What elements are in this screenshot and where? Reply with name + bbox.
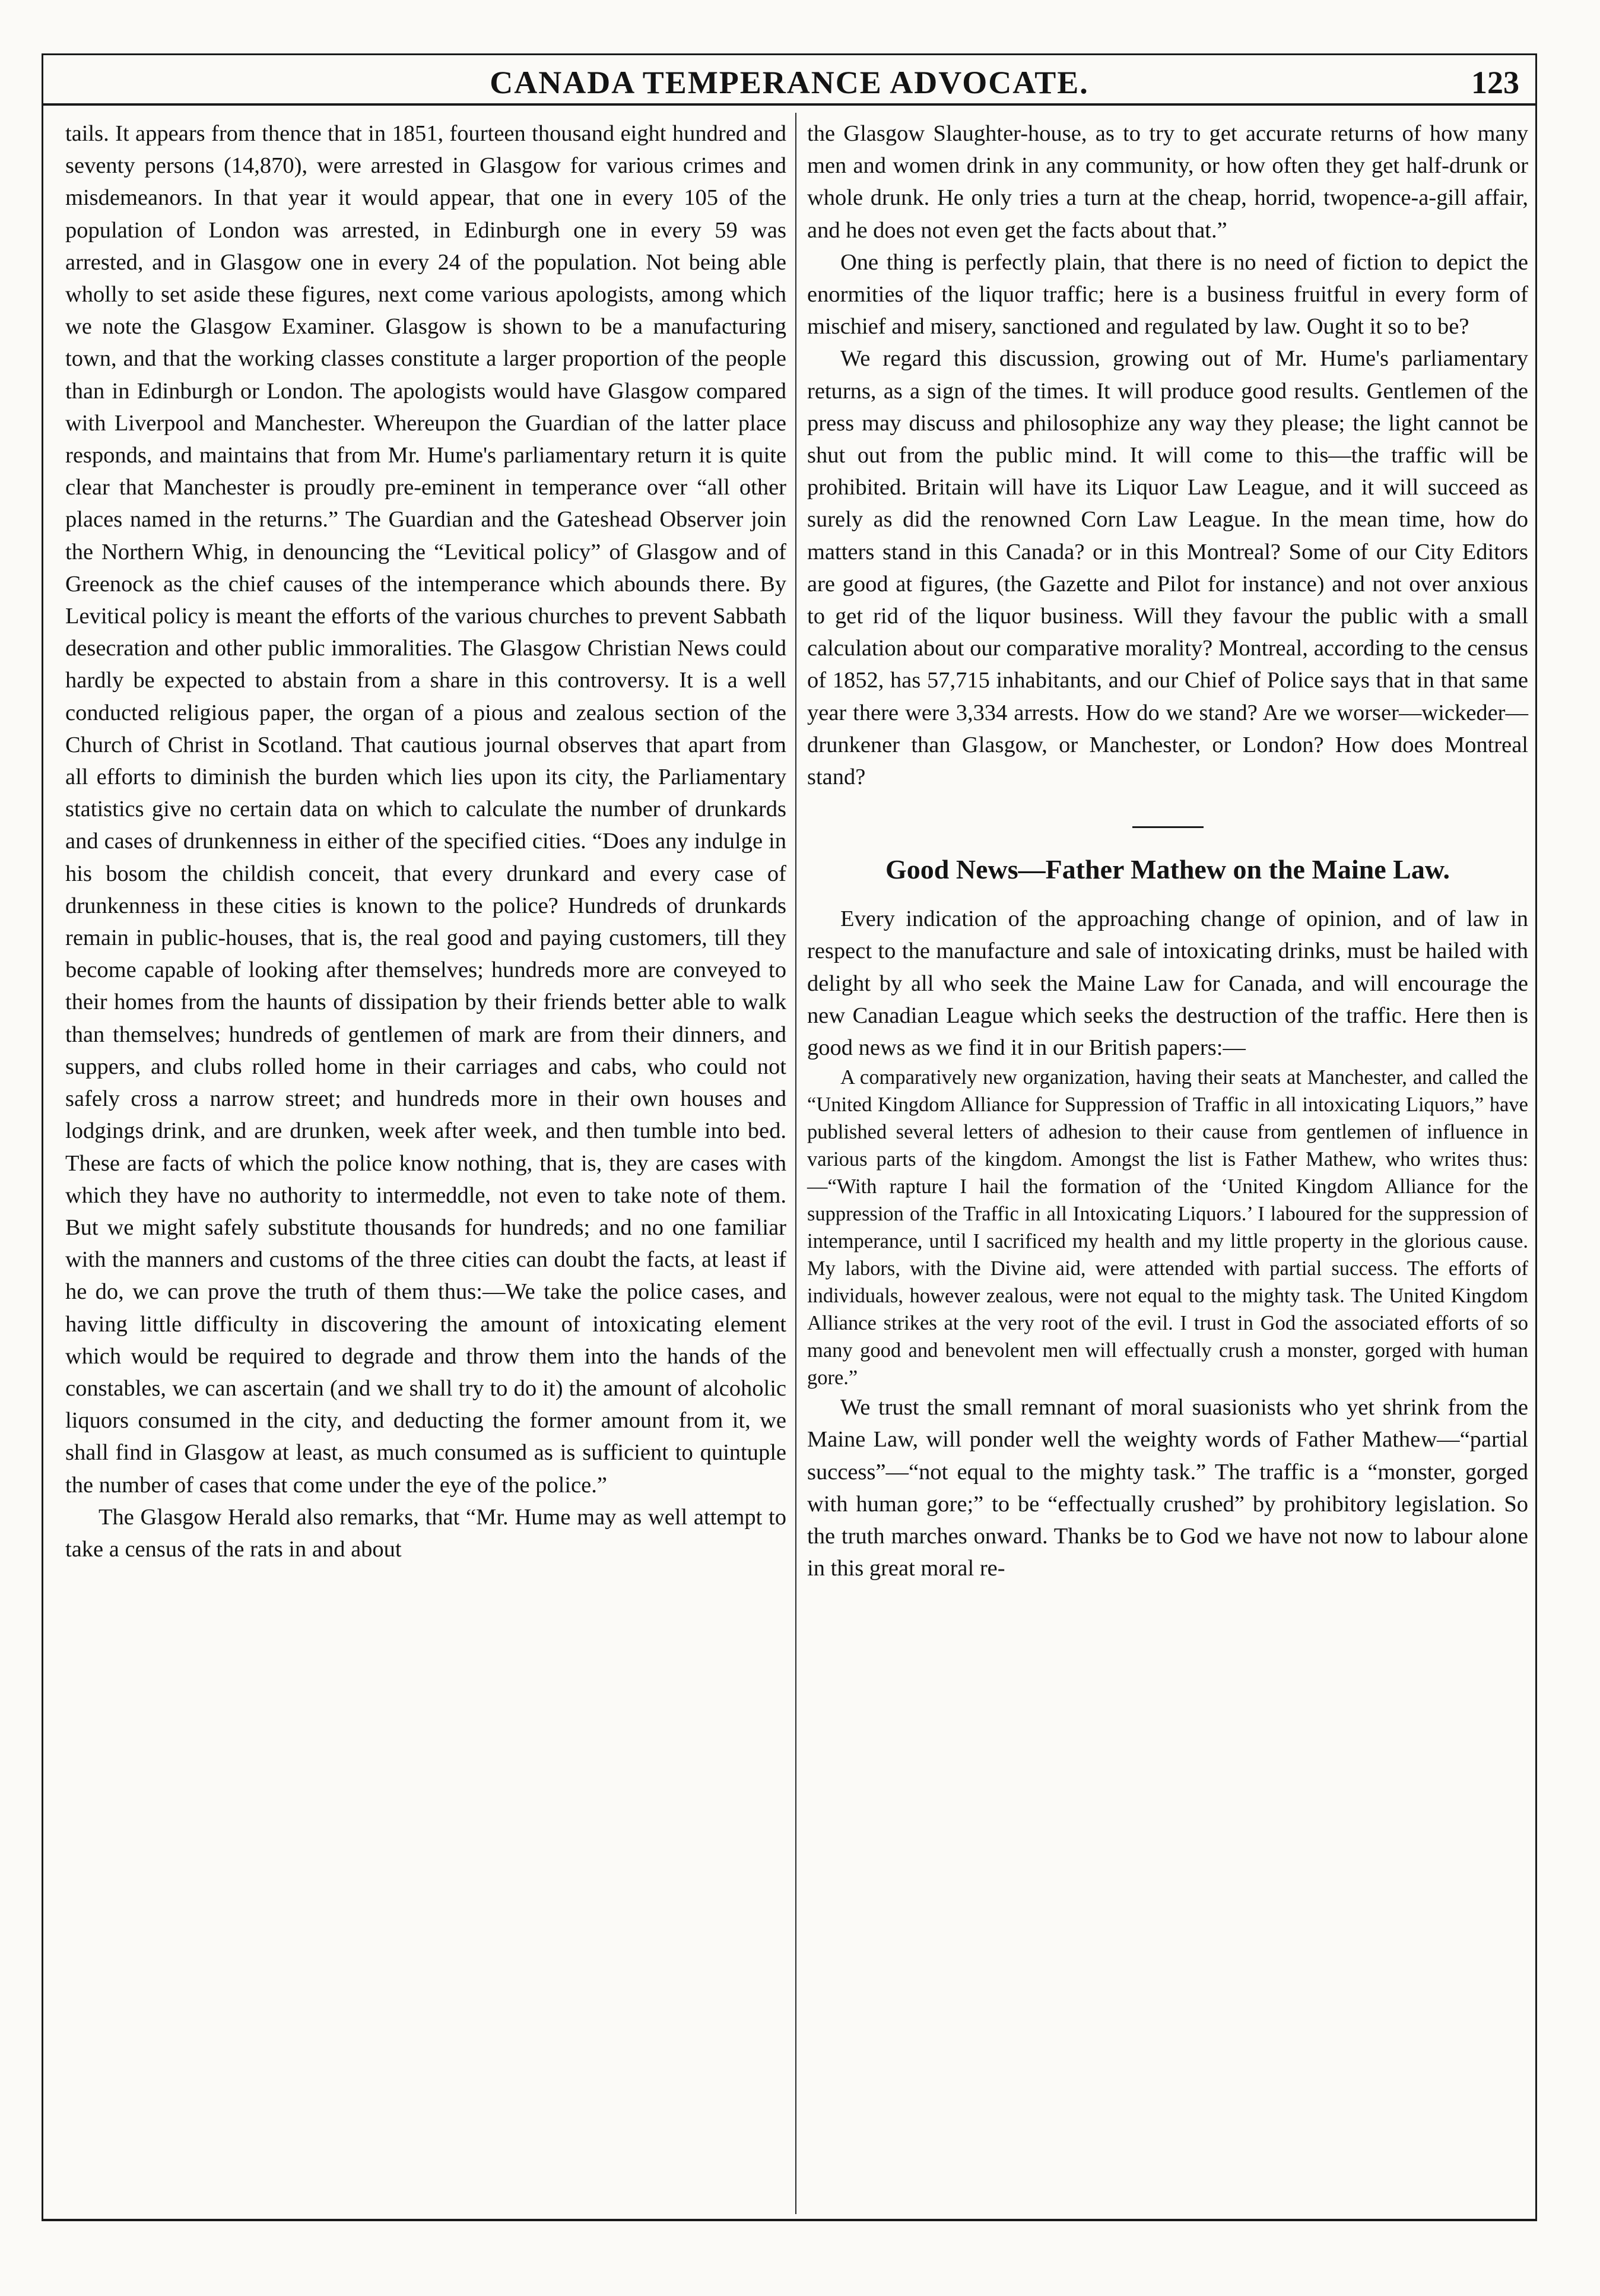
running-header — [42, 58, 1537, 101]
article-conclusion-paragraph: We trust the small remnant of moral suasionists who yet shrink from the Maine Law, will ponder well the weighty words of Father Mathew—“partial success”—“not equal to the mighty task.” The traffic is a “monster, gorged with human gore;” to be “effectually crushed” by prohibitory legislation. So the truth marches onward. Thanks be to God we have not now to labour alone in this great moral re- — [807, 1395, 1528, 1581]
right-column — [807, 118, 1528, 1585]
article-separator-rule — [1132, 826, 1204, 828]
article-heading: Good News—Father Mathew on the Maine Law. — [885, 854, 1450, 885]
article-quote-paragraph: A comparatively new organization, having their seats at Manchester, and called the “United Kingdom Alliance for Suppression of Traffic in all intoxicating Liquors,” have published several letters of adhesion to their cause from gentlemen of influence in various parts of the kingdom. Amongst the list is Father Mathew, who writes thus:—“With rapture I hail the formation of the ‘United Kingdom Alliance for the suppression of the Traffic in all Intoxicating Liquors.’ I laboured for the suppression of intemperance, until I sacrificed my health and my little property in the glorious cause. My labors, with the Divine aid, were attended with partial success. The efforts of individuals, however zealous, were not equal to the mighty task. The United Kingdom Alliance strikes at the very root of the evil. I trust in God the associated efforts of so many good and benevolent men will effectually crush a monster, gorged with human gore.” — [807, 1066, 1528, 1390]
right-paragraph-continued: the Glasgow Slaughter-house, as to try to get accurate returns of how many men and women drink in any community, or how often they get half-drunk or whole drunk. He only tries a turn at the cheap, horrid, twopence-a-gill affair, and he does not even get the facts about that.” — [807, 121, 1528, 243]
bottom-border-rule — [42, 2219, 1537, 2221]
top-border-rule — [42, 53, 1537, 55]
left-border-rule — [42, 53, 43, 2221]
right-paragraph-plain-fact: One thing is perfectly plain, that there is no need of fiction to depict the enormities of the liquor traffic; here is a business fruitful in every form of mischief and misery, sanctioned and regulated by law. Ought it so to be? — [807, 249, 1528, 340]
left-column — [65, 118, 786, 1565]
running-title: CANADA TEMPERANCE ADVOCATE. — [490, 65, 1089, 100]
right-paragraph-discussion: We regard this discussion, growing out of Mr. Hume's parliamentary returns, as a sign of the times. It will produce good results. Gentlemen of the press may discuss and philosophize any way they please; the light cannot be shut out from the public mind. It will come to this—the traffic will be prohibited. Britain will have its Liquor Law League, and it will succeed as surely as did the renowned Corn Law League. In the mean time, how do matters stand in this Canada? or in this Montreal? Some of our City Editors are good at figures, (the Gazette and Pilot for instance) and not over anxious to get rid of the liquor business. Will they favour the public with a small calculation about our comparative morality? Montreal, according to the census of 1852, has 57,715 inhabitants, and our Chief of Police says that in that same year there were 3,334 arrests. How do we stand? Are we worser—wickeder—drunkener than Glasgow, or Manchester, or London? How does Montreal stand? — [807, 346, 1528, 790]
page-number: 123 — [1471, 65, 1519, 100]
right-border-rule — [1535, 53, 1537, 2221]
article-intro-paragraph: Every indication of the approaching change of opinion, and of law in respect to the manufacture and sale of intoxicating drinks, must be hailed with delight by all who seek the Maine Law for Canada, and will encourage the new Canadian League which seeks the destruction of the traffic. Here then is good news as we find it in our British papers:— — [807, 906, 1528, 1061]
column-divider — [795, 113, 796, 2214]
header-rule — [42, 103, 1537, 106]
left-paragraph-continued: tails. It appears from thence that in 1851, fourteen thousand eight hundred and seventy persons (14,870), were arrested in Glasgow for various crimes and misdemeanors. In that year it would appear, that one in every 105 of the population of London was arrested, in Edinburgh one in every 59 was arrested, and in Glasgow one in every 24 of the population. Not being able wholly to set aside these figures, next come various apologists, among which we note the Glasgow Examiner. Glasgow is shown to be a manufacturing town, and that the working classes constitute a larger proportion of the people than in Edinburgh or London. The apologists would have Glasgow compared with Liverpool and Manchester. Whereupon the Guardian of the latter place responds, and maintains that from Mr. Hume's parliamentary return it is quite clear that Manchester is proudly pre-eminent in temperance over “all other places named in the returns.” The Guardian and the Gateshead Observer join the Northern Whig, in denouncing the “Levitical policy” of Glasgow and of Greenock as the chief causes of the intemperance which abounds there. By Levitical policy is meant the efforts of the various churches to prevent Sabbath desecration and other public immoralities. The Glasgow Christian News could hardly be expected to abstain from a share in this controversy. It is a well conducted religious paper, the organ of a pious and zealous section of the Church of Christ in Scotland. That cautious journal observes that apart from all efforts to diminish the burden which lies upon its city, the Parliamentary statistics give no certain data on which to calculate the number of drunkards and cases of drunkenness in either of the specified cities. “Does any indulge in his bosom the childish conceit, that every drunkard and every case of drunkenness in these cities is known to the police? Hundreds of drunkards remain in public-houses, that is, the real good and paying customers, till they become capable of looking after themselves; hundreds more are conveyed to their homes from the haunts of dissipation by their friends better able to walk than themselves; hundreds of gentlemen of mark are from their dinners, and suppers, and clubs rolled home in their carriages and cabs, who could not safely cross a narrow street; and hundreds more in their own houses and lodgings drink, and are drunken, week after week, and then tumble into bed. These are facts of which the police know nothing, that is, they are cases with which they have no authority to intermeddle, not even to take note of them. But we might safely substitute thousands for hundreds; and no one familiar with the manners and customs of the three cities can doubt the facts, at least if he do, we can prove the truth of them thus:—We take the police cases, and having little difficulty in discovering the amount of intoxicating element which would be required to degrade and throw them into the hands of the constables, we can ascertain (and we shall try to do it) the amount of alcoholic liquors consumed in the city, and deducting the former amount from it, we shall find in Glasgow at least, as much consumed as is sufficient to quintuple the number of cases that come under the eye of the police.” — [65, 121, 786, 1498]
left-paragraph-glasgow-herald: The Glasgow Herald also remarks, that “Mr. Hume may as well attempt to take a census of the rats in and about — [65, 1504, 786, 1562]
newspaper-page — [42, 53, 1537, 2250]
